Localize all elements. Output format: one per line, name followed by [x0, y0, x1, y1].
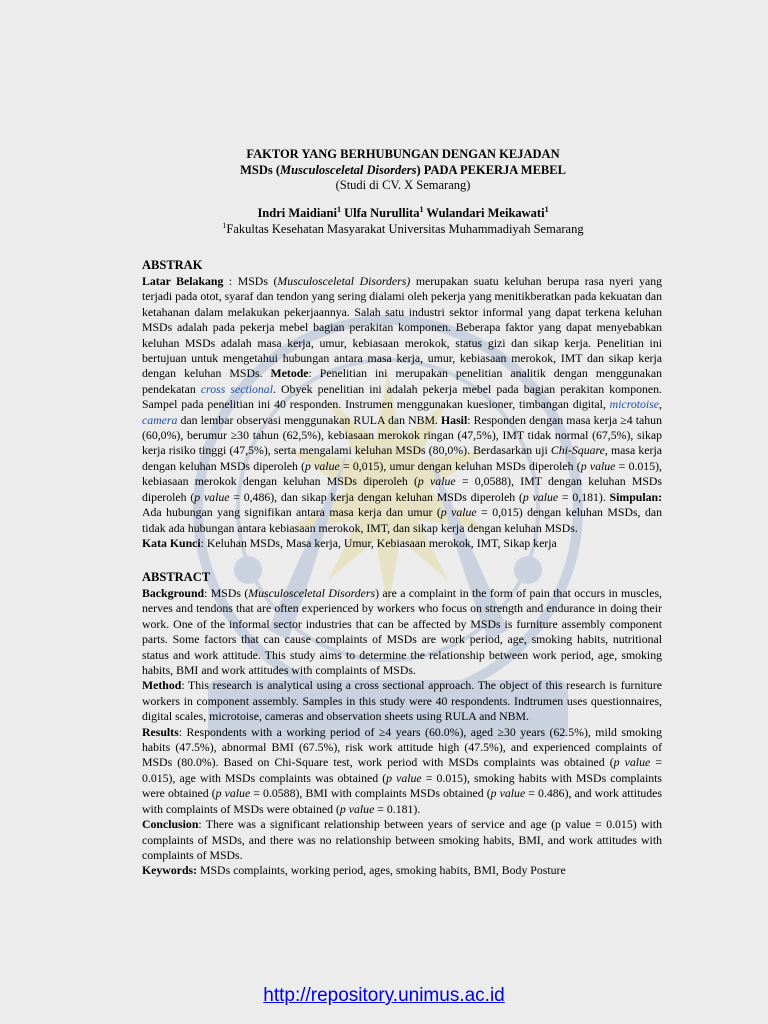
abstrak-text: , [659, 397, 662, 412]
keywords-label: Keywords: [142, 863, 198, 878]
author-3: Wulandari Meikawati [426, 206, 545, 220]
title-line2-italic: Musculosceletal Disorders [280, 162, 417, 177]
abstrak-italic: Musculosceletal Disorders) [277, 274, 411, 288]
abstrak-italic: p value [522, 489, 559, 504]
abstract-italic: p value [386, 770, 422, 785]
abstrak-italic: p value [580, 458, 616, 473]
abstract-italic: p value [339, 801, 375, 816]
abstrak-italic: camera [142, 412, 178, 427]
metode-label: Metode [270, 366, 309, 381]
abstrak-text: : MSDs ( [223, 274, 278, 288]
abstrak-italic: cross sectional [200, 381, 273, 396]
latar-belakang-label: Latar Belakang [142, 274, 224, 288]
abstract-italic: p value [215, 786, 251, 801]
abstrak-text: = 0,015) dengan keluhan MSDs, dan tidak ada hubungan antara kebiasaan merokok, IMT, dan sikap kerja dengan keluhan MSDs. [142, 505, 662, 535]
paper-title [140, 147, 666, 194]
abstract-text: = 0.0588), BMI with complaints MSDs obtained ( [250, 786, 491, 801]
kata-kunci-line [142, 536, 662, 551]
conclusion-label: Conclusion [142, 817, 199, 832]
abstrak-italic: p value [417, 474, 456, 489]
abstrak-text: = 0,486), dan sikap kerja dengan keluhan MSDs diperoleh ( [229, 489, 523, 504]
abstrak-text: dan lembar observasi menggunakan RULA dan NBM. [177, 412, 441, 427]
title-line2-prefix: MSDs ( [240, 162, 281, 177]
abstract-paragraph [142, 586, 662, 678]
affiliation-text: Fakultas Kesehatan Masyarakat Universitas Muhammadiyah Semarang [226, 222, 584, 236]
abstrak-italic: p value [305, 458, 340, 473]
abstrak-text: = 0,015), umur dengan keluhan MSDs diperoleh ( [339, 458, 581, 473]
abstrak-text: = 0,0588), IMT dengan keluhan MSDs diperoleh ( [142, 474, 662, 504]
abstrak-text: . Obyek penelitian ini adalah pekerja mebel pada bagian perakitan komponen. Sampel pada penelitian ini 40 responden. Instrumen menggunakan kuesioner, timbangan digital, [142, 381, 662, 412]
author-1: Indri Maidiani [257, 206, 337, 220]
results-paragraph [142, 725, 662, 817]
affiliation [140, 221, 666, 237]
abstract-text: : MSDs ( [204, 586, 249, 600]
author-names [140, 205, 666, 221]
author-2-sup: 1 [419, 204, 424, 214]
abstract-italic: Musculosceletal Disorders [248, 586, 376, 600]
results-label: Results [142, 724, 179, 739]
abstract-text: = 0.015), age with MSDs complaints was obtained ( [142, 755, 662, 785]
footer [0, 985, 768, 1007]
abstract-text: : Respondents with a working period of ≥4 years (60.0%), aged ≥30 years (62.5%), mild smoking habits (47.5%), abnormal BMI (67.5%), risk work attitude high (47.5%), and experienced complaints of MSDs (80.0%). Based on Chi-Square test, work period with MSDs complaints was obtained ( [142, 724, 662, 770]
title-line-1: FAKTOR YANG BERHUBUNGAN DENGAN KEJADAN [246, 147, 560, 161]
abstrak-italic: p value [440, 505, 477, 520]
keywords-text: MSDs complaints, working period, ages, smoking habits, BMI, Body Posture [197, 863, 566, 878]
author-2: Ulfa Nurullita [344, 206, 420, 220]
abstrak-text: , masa kerja dengan keluhan MSDs diperoleh ( [142, 443, 662, 473]
abstrak-paragraph [142, 274, 662, 536]
abstract-italic: p value [490, 786, 526, 801]
kata-kunci-text: : Keluhan MSDs, Masa kerja, Umur, Kebiasaan merokok, IMT, Sikap kerja [200, 535, 557, 550]
kata-kunci-label: Kata Kunci [142, 535, 201, 550]
title-line-3: (Studi di CV. X Semarang) [335, 178, 471, 192]
abstrak-text: merupakan suatu keluhan berupa rasa nyeri yang terjadi pada otot, syaraf dan tendon yang sering dialami oleh pekerja yang menitikberatkan pada kekuatan dan ketahanan dalam melakukan pekerjaannya. Salah satu industri sektor informal yang dapat terkena keluhan MSDs adalah pada pekerja mebel bagian perakitan komponen. Beberapa faktor yang dapat menyebabkan keluhan MSDs adalah masa kerja, umur, kebiasaan merokok, status gizi dan sikap kerja. Penelitian ini bertujuan untuk mengetahui hubungan antara masa kerja, umur, kebiasaan merokok, IMT dan sikap kerja dengan keluhan MSDs. [142, 274, 663, 381]
abstrak-italic: Chi-Square [550, 443, 605, 458]
watermark-star-left [234, 556, 262, 584]
author-3-sup: 1 [544, 204, 549, 214]
title-line-2 [140, 163, 666, 179]
abstract-body [142, 586, 662, 879]
abstract-text: : There was a significant relationship between years of service and age (p value = 0.015) with complaints of MSDs, and there was no relationship between smoking habits, BMI, and work attitudes with complaints of MSDs. [142, 817, 662, 862]
abstrak-text: = 0.015), kebiasaan merokok dengan keluhan MSDs diperoleh ( [142, 458, 662, 489]
author-1-sup: 1 [336, 204, 341, 214]
method-label: Method [142, 678, 182, 693]
abstrak-italic: p value [194, 489, 230, 504]
hasil-label: Hasil [441, 412, 468, 427]
abstrak-text: : Penelitian ini merupakan penelitian analitik dengan menggunakan pendekatan [142, 366, 662, 396]
abstrak-italic: microtoise [609, 397, 660, 412]
abstrak-body [142, 274, 662, 551]
conclusion-paragraph [142, 817, 662, 863]
keywords-line [142, 863, 662, 878]
title-line2-suffix: ) PADA PEKERJA MEBEL [416, 162, 566, 177]
abstrak-heading: ABSTRAK [142, 258, 203, 272]
abstract-text: = 0.181). [374, 801, 421, 816]
abstrak-text: Ada hubungan yang signifikan antara masa kerja dan umur ( [142, 505, 441, 520]
abstrak-text: : Responden dengan masa kerja ≥4 tahun (60,0%), berumur ≥30 tahun (62,5%), kebiasaan merokok ringan (47,5%), IMT tidak normal (67,5%), sikap kerja risiko tinggi (47,5%), serta mengalami keluhan MSDs (80,0%). Berdasarkan uji [142, 412, 662, 458]
abstract-text: = 0.015), smoking habits with MSDs complaints were obtained ( [142, 770, 663, 801]
abstract-text: = 0.486), and work attitudes with complaints of MSDs were obtained ( [142, 786, 662, 816]
affiliation-sup: 1 [222, 220, 227, 230]
abstract-text: ) are a complaint in the form of pain that occurs in muscles, nerves and tendons that are often experienced by workers who focus on strength and endurance in doing their work. One of the informal sector industries that can be affected by MSDs is furniture assembly component parts. Some factors that can cause complaints of MSDs are work period, age, smoking habits, nutritional status and work attitude. This study aims to determine the relationship between work period, age, smoking habits, BMI and work attitudes with complaints of MSDs. [142, 586, 662, 678]
repository-link[interactable]: http://repository.unimus.ac.id [263, 985, 505, 1006]
background-label: Background [142, 586, 205, 600]
abstrak-text: = 0,181). [558, 489, 610, 504]
method-paragraph [142, 678, 662, 724]
abstract-text: : This research is analytical using a cross sectional approach. The object of this research is furniture workers in component assembly. Samples in this study were 40 respondents. Indtrumen uses questionnaires, digital scales, microtoise, cameras and observation sheets using RULA and NBM. [142, 678, 662, 724]
abstract-italic: p value [613, 755, 651, 770]
simpulan-label: Simpulan: [609, 489, 662, 504]
watermark-star-right [514, 556, 542, 584]
abstract-heading: ABSTRACT [142, 570, 211, 584]
authors-block [140, 205, 666, 237]
